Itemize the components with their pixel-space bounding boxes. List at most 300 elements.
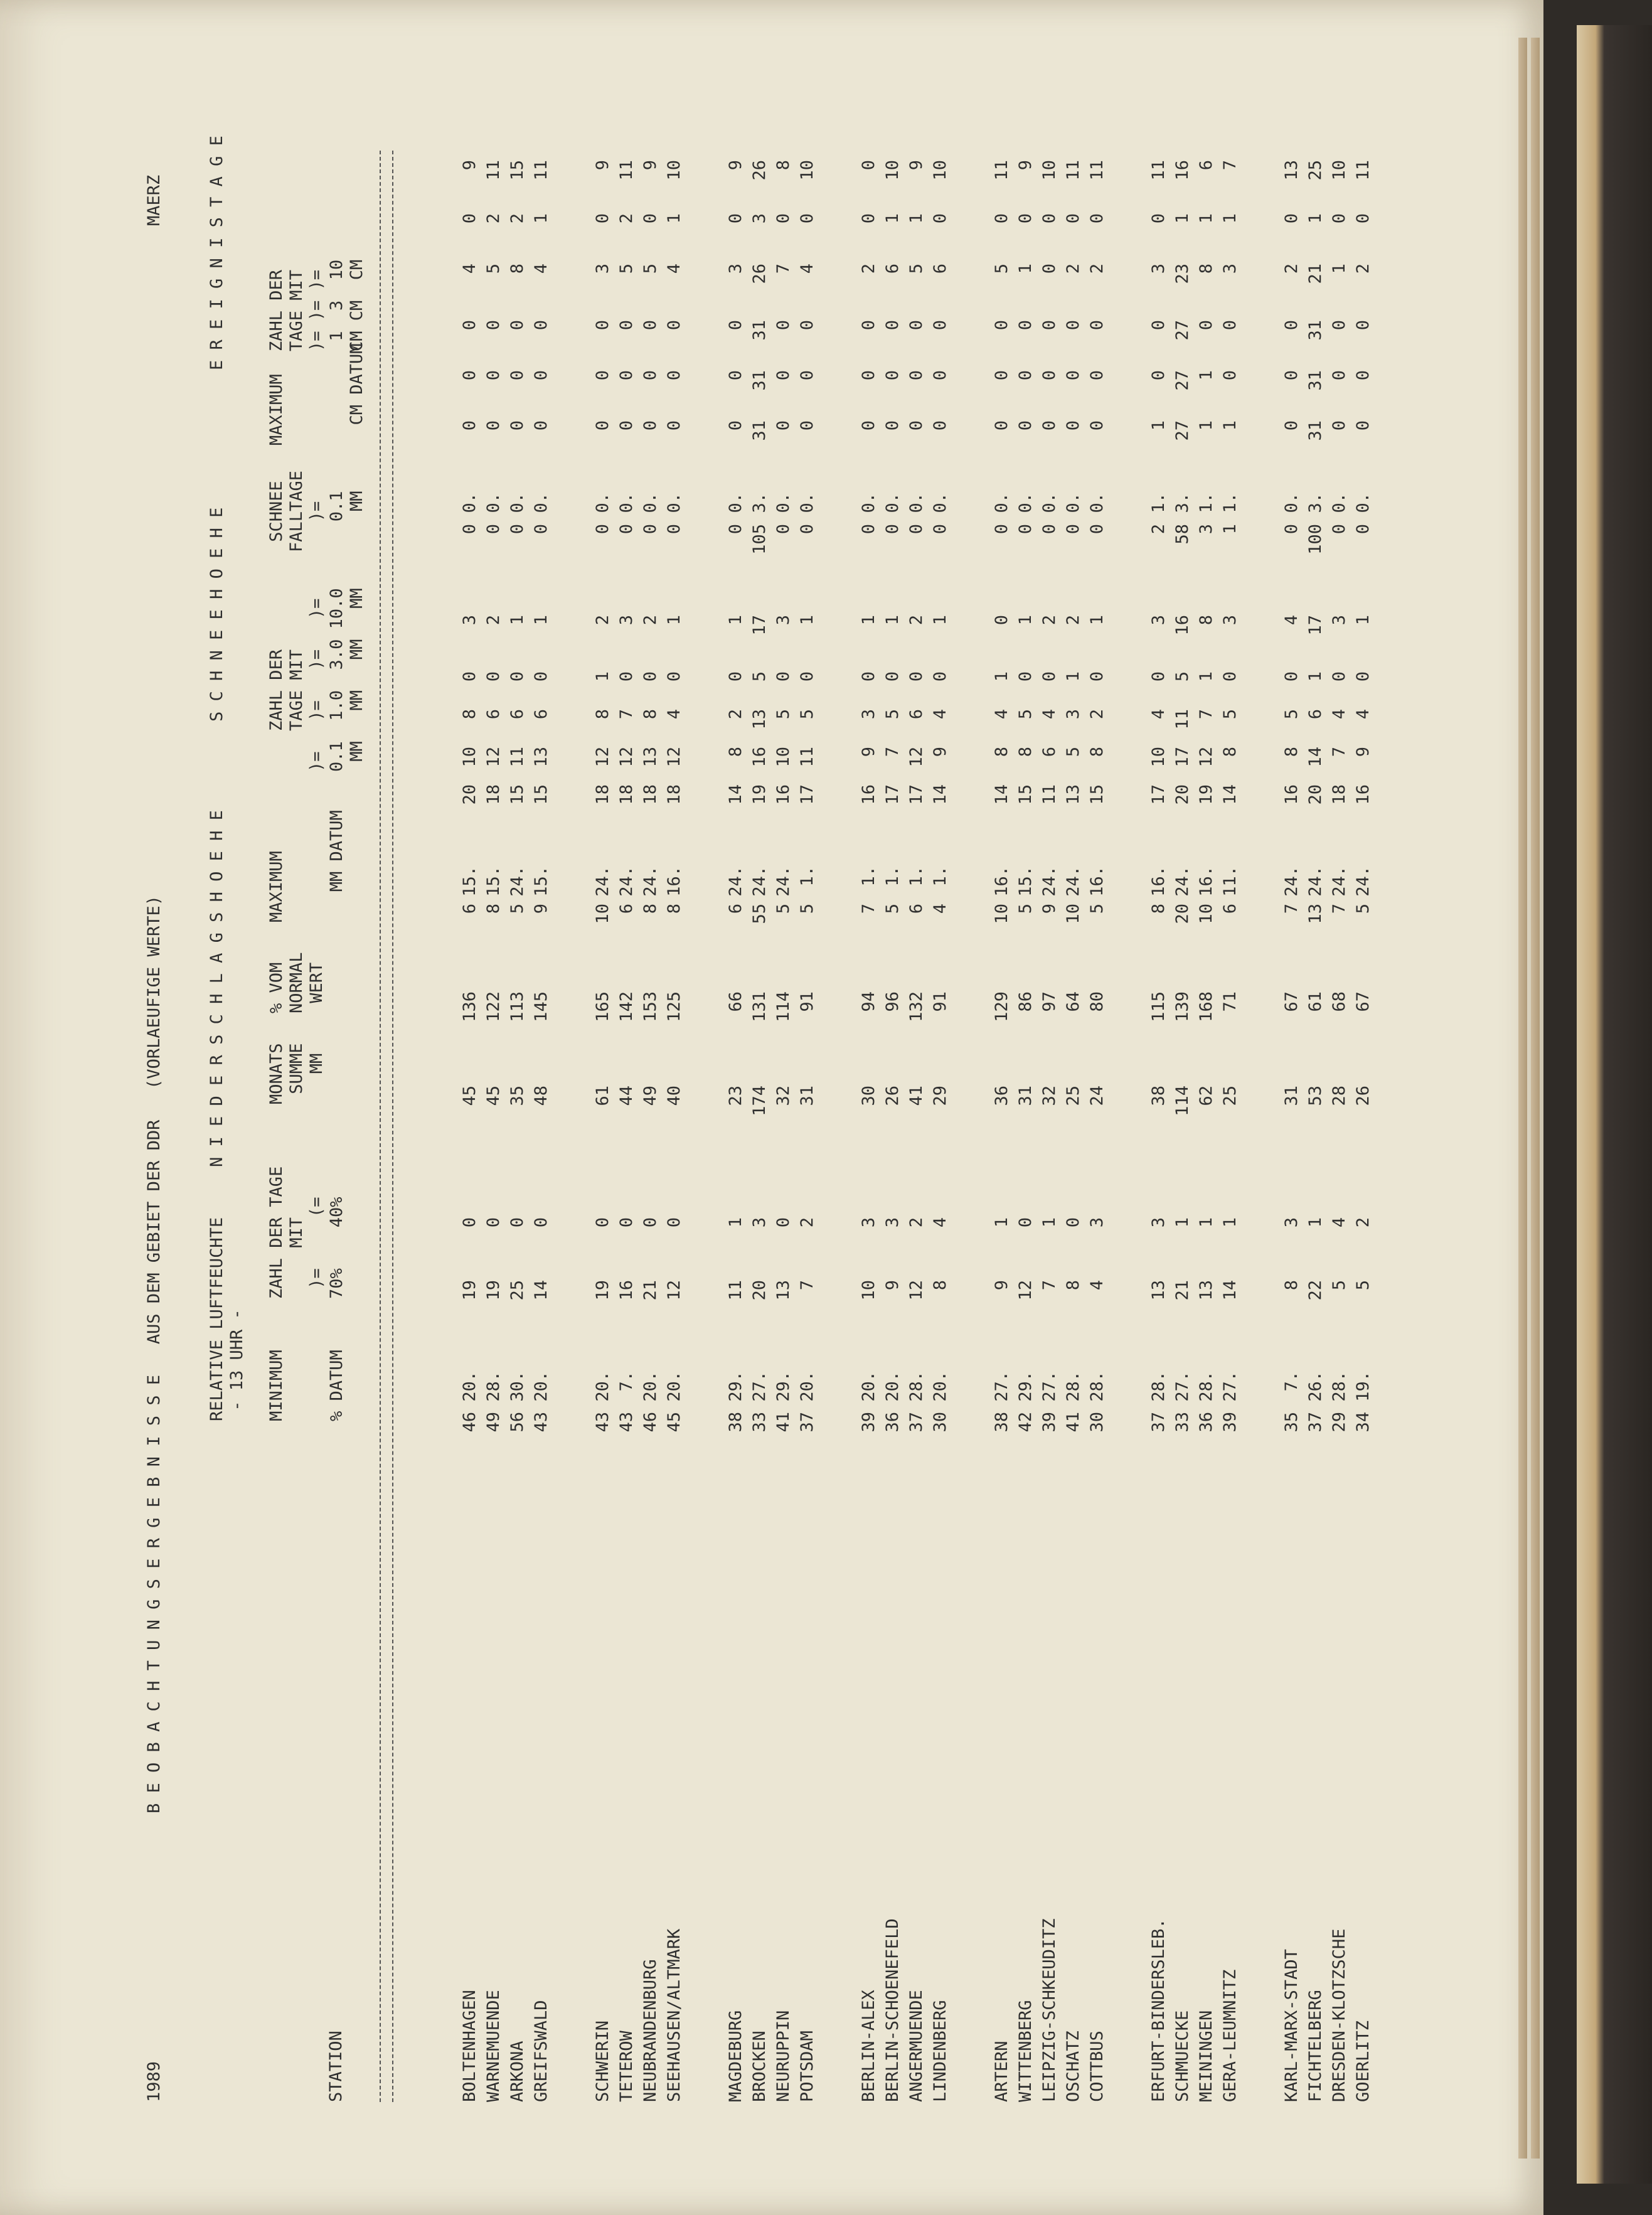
cell-norm: 66: [726, 991, 745, 1012]
cell-smax: 0: [1330, 524, 1349, 535]
cell-sf: 3: [460, 615, 479, 626]
cell-s10: 0: [1282, 320, 1301, 331]
table-row: [990, 151, 1014, 2102]
cell-smax: 0: [992, 524, 1011, 535]
cell-d30: 3: [859, 709, 878, 720]
cell-d01: 19: [750, 784, 769, 805]
cell-wind: 8: [774, 160, 793, 171]
cell-s10: 0: [1063, 320, 1083, 331]
cell-d70: 19: [460, 1280, 479, 1301]
cell-max-date: 24.: [774, 866, 793, 897]
cell-d40: 1: [1173, 1217, 1192, 1228]
cell-max-date: 24.: [1353, 866, 1373, 897]
cell-d100: 0: [1330, 671, 1349, 682]
cell-rh-min: 45: [664, 1412, 684, 1433]
station-name: WARNEMUENDE: [484, 1990, 503, 2102]
cell-rh-min: 35: [1282, 1412, 1301, 1433]
cell-d30: 5: [883, 709, 902, 720]
station-name: BERLIN-SCHOENEFELD: [883, 1918, 902, 2102]
cell-rh-date: 27.: [1173, 1371, 1192, 1402]
cell-d70: 7: [797, 1280, 817, 1291]
cell-rh-min: 36: [1196, 1412, 1216, 1433]
cell-s1: 1: [1220, 420, 1240, 431]
cell-d01: 20: [1173, 784, 1192, 805]
cell-s1: 0: [1353, 420, 1373, 431]
cell-s1: 0: [907, 420, 926, 431]
cell-s3: 0: [859, 370, 878, 381]
cell-d100: 5: [750, 671, 769, 682]
cell-d10: 12: [617, 747, 636, 767]
cell-rh-date: 27.: [992, 1371, 1011, 1402]
cell-d100: 1: [1306, 671, 1325, 682]
cell-smax: 0: [1063, 524, 1083, 535]
station-name: SCHWERIN: [593, 2020, 612, 2102]
dashed-rule: [380, 151, 381, 2102]
cell-d30: 4: [930, 709, 950, 720]
cell-max-date: 24.: [1282, 866, 1301, 897]
cell-wind: 10: [1040, 160, 1059, 181]
cell-thunder: 0: [1016, 213, 1035, 224]
cell-wind: 11: [617, 160, 636, 181]
group-humidity: RELATIVE LUFTFEUCHTE - 13 UHR -: [207, 1217, 247, 1421]
cell-sum: 31: [797, 1086, 817, 1106]
cell-d01: 16: [1353, 784, 1373, 805]
cell-s10: 0: [484, 320, 503, 331]
cell-smax: 0: [1087, 524, 1107, 535]
cell-sum: 25: [1063, 1086, 1083, 1106]
cell-sum: 45: [484, 1086, 503, 1106]
cell-d10: 7: [1330, 747, 1349, 757]
station-name: LEIPZIG-SCHKEUDITZ: [1040, 1918, 1059, 2102]
station-name: WITTENBERG: [1016, 2000, 1035, 2102]
cell-rh-date: 20.: [930, 1371, 950, 1402]
cell-rh-min: 38: [726, 1412, 745, 1433]
table-row: [772, 151, 796, 2102]
cell-sum: 30: [859, 1086, 878, 1106]
cell-smax-date: 0.: [859, 493, 878, 513]
cell-d100: 0: [531, 671, 551, 682]
cell-sf: 1: [1087, 615, 1107, 626]
cell-norm: 136: [460, 991, 479, 1022]
cell-sum: 35: [508, 1086, 527, 1106]
cell-fog: 21: [1306, 264, 1325, 284]
cell-d40: 3: [750, 1217, 769, 1228]
cell-smax-date: 0.: [484, 493, 503, 513]
cell-d30: 5: [797, 709, 817, 720]
cell-fog: 8: [1196, 264, 1216, 274]
cell-s3: 0: [641, 370, 660, 381]
cell-wind: 9: [907, 160, 926, 171]
col-days-humidity: ZAHL DER TAGE MIT )= (= 70% 40%: [267, 1166, 346, 1299]
cell-norm: 113: [508, 991, 527, 1022]
cell-smax: 0: [508, 524, 527, 535]
cell-d30: 6: [508, 709, 527, 720]
cell-rh-date: 26.: [1306, 1371, 1325, 1402]
cell-d70: 21: [641, 1280, 660, 1301]
cell-max-date: 24.: [1063, 866, 1083, 897]
cell-max: 6: [1220, 904, 1240, 914]
cell-rh-min: 43: [593, 1412, 612, 1433]
cell-d30: 4: [1040, 709, 1059, 720]
cell-max: 10: [1196, 904, 1216, 924]
cell-rh-min: 43: [531, 1412, 551, 1433]
cell-smax-date: 3.: [1306, 493, 1325, 513]
cell-d10: 11: [508, 747, 527, 767]
cell-d30: 2: [726, 709, 745, 720]
rotated-table: [144, 138, 1449, 2102]
table-row: [639, 151, 663, 2102]
cell-max-date: 16.: [1196, 866, 1216, 897]
cell-max-date: 24.: [593, 866, 612, 897]
cell-smax-date: 0.: [460, 493, 479, 513]
cell-wind: 9: [641, 160, 660, 171]
cell-wind: 9: [593, 160, 612, 171]
cell-sum: 23: [726, 1086, 745, 1106]
cell-fog: 7: [774, 264, 793, 274]
cell-thunder: 0: [1149, 213, 1168, 224]
cell-smax-date: 0.: [883, 493, 902, 513]
cell-d30: 11: [1173, 709, 1192, 730]
cell-d40: 1: [992, 1217, 1011, 1228]
cell-d01: 17: [907, 784, 926, 805]
cell-max-date: 24.: [617, 866, 636, 897]
cell-sum: 44: [617, 1086, 636, 1106]
cell-norm: 125: [664, 991, 684, 1022]
cell-max: 8: [1149, 904, 1168, 914]
cell-s1: 0: [617, 420, 636, 431]
cell-d10: 9: [859, 747, 878, 757]
cell-max: 13: [1306, 904, 1325, 924]
cell-max-date: 16.: [992, 866, 1011, 897]
cell-d40: 1: [1040, 1217, 1059, 1228]
dashed-rule: [392, 151, 393, 2102]
cell-d10: 8: [992, 747, 1011, 757]
cell-max: 9: [531, 904, 551, 914]
cell-sf: 17: [1306, 615, 1325, 636]
cell-wind: 13: [1282, 160, 1301, 181]
station-name: SEEHAUSEN/ALTMARK: [664, 1928, 684, 2102]
cell-rh-date: 20.: [797, 1371, 817, 1402]
cell-d30: 7: [617, 709, 636, 720]
cell-d30: 6: [907, 709, 926, 720]
cell-smax-date: 0.: [1353, 493, 1373, 513]
cell-d100: 0: [508, 671, 527, 682]
cell-s10: 27: [1173, 320, 1192, 341]
cell-d40: 1: [726, 1217, 745, 1228]
cell-fog: 2: [1282, 264, 1301, 274]
col-monthly-sum: MONATS SUMME MM: [267, 1043, 326, 1104]
cell-s3: 0: [617, 370, 636, 381]
cell-wind: 11: [1087, 160, 1107, 181]
cell-d40: 0: [460, 1217, 479, 1228]
cell-wind: 11: [1063, 160, 1083, 181]
cell-d10: 11: [797, 747, 817, 767]
cell-fog: 1: [1330, 264, 1349, 274]
cell-sf: 3: [1330, 615, 1349, 626]
cell-max-date: 1.: [859, 866, 878, 887]
cell-smax: 1: [1220, 524, 1240, 535]
cell-s1: 1: [1196, 420, 1216, 431]
cell-max-date: 15.: [484, 866, 503, 897]
cell-norm: 80: [1087, 991, 1107, 1012]
year-label: 1989: [144, 2061, 164, 2102]
cell-max-date: 24.: [508, 866, 527, 897]
station-name: GREIFSWALD: [531, 2000, 551, 2102]
cell-norm: 115: [1149, 991, 1168, 1022]
cell-wind: 11: [531, 160, 551, 181]
cell-d100: 0: [617, 671, 636, 682]
cell-s10: 0: [460, 320, 479, 331]
cell-thunder: 1: [664, 213, 684, 224]
cell-fog: 0: [1040, 264, 1059, 274]
cell-rh-min: 39: [1040, 1412, 1059, 1433]
cell-sf: 1: [883, 615, 902, 626]
cell-d01: 15: [1087, 784, 1107, 805]
cell-thunder: 0: [930, 213, 950, 224]
cell-wind: 10: [664, 160, 684, 181]
cell-d01: 14: [726, 784, 745, 805]
cell-thunder: 0: [460, 213, 479, 224]
cell-rh-date: 30.: [508, 1371, 527, 1402]
cell-d30: 5: [1016, 709, 1035, 720]
cell-d10: 8: [1282, 747, 1301, 757]
cell-d10: 17: [1173, 747, 1192, 767]
cell-d40: 0: [508, 1217, 527, 1228]
cell-smax: 0: [593, 524, 612, 535]
cell-d01: 18: [617, 784, 636, 805]
cell-sf: 4: [1282, 615, 1301, 626]
cell-d01: 13: [1063, 784, 1083, 805]
cell-smax-date: 0.: [531, 493, 551, 513]
cell-norm: 132: [907, 991, 926, 1022]
cell-d100: 5: [1173, 671, 1192, 682]
cell-sum: 41: [907, 1086, 926, 1106]
cell-s3: 0: [1040, 370, 1059, 381]
cell-max: 8: [484, 904, 503, 914]
cell-sum: 53: [1306, 1086, 1325, 1106]
cell-norm: 68: [1330, 991, 1349, 1012]
cell-smax-date: 0.: [1282, 493, 1301, 513]
cell-s10: 0: [992, 320, 1011, 331]
cell-rh-date: 29.: [774, 1371, 793, 1402]
cell-s1: 27: [1173, 420, 1192, 441]
cell-s3: 0: [1282, 370, 1301, 381]
cell-rh-min: 49: [484, 1412, 503, 1433]
table-row: [506, 151, 530, 2102]
cell-max-date: 1.: [930, 866, 950, 887]
cell-d01: 17: [797, 784, 817, 805]
cell-rh-min: 36: [883, 1412, 902, 1433]
cell-rh-date: 20.: [859, 1371, 878, 1402]
cell-s3: 0: [484, 370, 503, 381]
cell-rh-min: 37: [797, 1412, 817, 1433]
cell-s1: 0: [1330, 420, 1349, 431]
cell-s3: 0: [460, 370, 479, 381]
station-name: BERLIN-ALEX: [859, 1990, 878, 2102]
cell-s10: 0: [774, 320, 793, 331]
cell-wind: 11: [484, 160, 503, 181]
station-name: ARKONA: [508, 2041, 527, 2102]
cell-norm: 67: [1282, 991, 1301, 1012]
cell-d30: 4: [1149, 709, 1168, 720]
cell-d30: 2: [1087, 709, 1107, 720]
cell-d70: 9: [992, 1280, 1011, 1291]
cell-sum: 31: [1016, 1086, 1035, 1106]
cell-d30: 8: [641, 709, 660, 720]
cell-norm: 86: [1016, 991, 1035, 1012]
cell-sf: 1: [664, 615, 684, 626]
cell-sf: 3: [617, 615, 636, 626]
cell-rh-date: 28.: [907, 1371, 926, 1402]
cell-d10: 8: [1087, 747, 1107, 757]
cell-s1: 0: [774, 420, 793, 431]
cell-d01: 17: [883, 784, 902, 805]
cell-smax: 0: [1282, 524, 1301, 535]
cell-s10: 0: [1196, 320, 1216, 331]
cell-d40: 0: [774, 1217, 793, 1228]
cell-s3: 0: [1353, 370, 1373, 381]
cell-rh-date: 7.: [617, 1371, 636, 1392]
station-name: ANGERMUENDE: [907, 1990, 926, 2102]
cell-s1: 0: [883, 420, 902, 431]
cell-norm: 139: [1173, 991, 1192, 1022]
cell-rh-min: 42: [1016, 1412, 1035, 1433]
cell-wind: 11: [992, 160, 1011, 181]
cell-smax: 0: [907, 524, 926, 535]
cell-d10: 16: [750, 747, 769, 767]
table-row: [458, 151, 482, 2102]
cell-thunder: 0: [1063, 213, 1083, 224]
cell-d40: 0: [641, 1217, 660, 1228]
cell-smax-date: 1.: [1220, 493, 1240, 513]
cell-wind: 7: [1220, 160, 1240, 171]
cell-sum: 25: [1220, 1086, 1240, 1106]
table-row: [615, 151, 639, 2102]
cell-d30: 7: [1196, 709, 1216, 720]
cell-max-date: 16.: [1087, 866, 1107, 897]
cell-d70: 7: [1040, 1280, 1059, 1291]
cell-d70: 8: [930, 1280, 950, 1291]
cell-sf: 17: [750, 615, 769, 636]
cell-d01: 19: [1196, 784, 1216, 805]
cell-d01: 15: [1016, 784, 1035, 805]
cell-fog: 6: [883, 264, 902, 274]
cell-wind: 15: [508, 160, 527, 181]
table-row: [530, 151, 553, 2102]
cell-d01: 15: [531, 784, 551, 805]
cell-d10: 13: [641, 747, 660, 767]
cell-d70: 16: [617, 1280, 636, 1301]
cell-d40: 3: [1282, 1217, 1301, 1228]
cell-d01: 16: [774, 784, 793, 805]
cell-sf: 2: [484, 615, 503, 626]
cell-d40: 2: [1353, 1217, 1373, 1228]
cell-sf: 1: [1016, 615, 1035, 626]
cell-max: 5: [1016, 904, 1035, 914]
cell-max: 5: [883, 904, 902, 914]
cell-rh-date: 28.: [1330, 1371, 1349, 1402]
cell-smax: 0: [797, 524, 817, 535]
cell-d70: 8: [1282, 1280, 1301, 1291]
station-name: GOERLITZ: [1353, 2020, 1373, 2102]
cell-d40: 3: [1087, 1217, 1107, 1228]
cell-max: 6: [726, 904, 745, 914]
cell-rh-date: 20.: [883, 1371, 902, 1402]
cell-d01: 18: [593, 784, 612, 805]
cell-s3: 31: [750, 370, 769, 391]
cell-sf: 2: [1063, 615, 1083, 626]
cell-sf: 8: [1196, 615, 1216, 626]
cell-smax: 0: [774, 524, 793, 535]
cell-s3: 0: [1330, 370, 1349, 381]
cell-fog: 3: [1220, 264, 1240, 274]
cell-sf: 3: [774, 615, 793, 626]
cell-norm: 142: [617, 991, 636, 1022]
cell-s3: 0: [1063, 370, 1083, 381]
cell-d30: 5: [1220, 709, 1240, 720]
cell-d40: 0: [593, 1217, 612, 1228]
table-row: [724, 151, 748, 2102]
cell-thunder: 0: [726, 213, 745, 224]
cell-d40: 0: [1063, 1217, 1083, 1228]
cell-fog: 4: [460, 264, 479, 274]
cell-wind: 6: [1196, 160, 1216, 171]
cell-fog: 5: [992, 264, 1011, 274]
cell-s1: 0: [508, 420, 527, 431]
cell-fog: 26: [750, 264, 769, 284]
table-row: [1171, 151, 1195, 2102]
cell-d70: 25: [508, 1280, 527, 1301]
cell-rh-date: 28.: [484, 1371, 503, 1402]
cell-thunder: 2: [508, 213, 527, 224]
col-minimum: MINIMUM % DATUM: [267, 1350, 346, 1421]
cell-d01: 18: [484, 784, 503, 805]
cell-d10: 12: [593, 747, 612, 767]
cell-wind: 16: [1173, 160, 1192, 181]
cell-d30: 6: [484, 709, 503, 720]
cell-d100: 1: [992, 671, 1011, 682]
cell-d30: 4: [1353, 709, 1373, 720]
cell-norm: 96: [883, 991, 902, 1012]
cell-d10: 8: [1220, 747, 1240, 757]
cell-sum: 28: [1330, 1086, 1349, 1106]
cell-s1: 0: [593, 420, 612, 431]
cell-norm: 64: [1063, 991, 1083, 1012]
cell-d01: 20: [1306, 784, 1325, 805]
cell-d100: 0: [1087, 671, 1107, 682]
cell-d40: 3: [883, 1217, 902, 1228]
station-name: FICHTELBERG: [1306, 1990, 1325, 2102]
cell-d40: 2: [797, 1217, 817, 1228]
cell-smax: 0: [1016, 524, 1035, 535]
cell-smax: 2: [1149, 524, 1168, 535]
cell-d100: 0: [460, 671, 479, 682]
cell-rh-date: 20.: [664, 1371, 684, 1402]
cell-fog: 4: [531, 264, 551, 274]
station-name: MEININGEN: [1196, 2010, 1216, 2102]
cell-rh-min: 56: [508, 1412, 527, 1433]
cell-max-date: 24.: [1173, 866, 1192, 897]
cell-s10: 31: [1306, 320, 1325, 341]
cell-d70: 4: [1087, 1280, 1107, 1291]
cell-d30: 5: [774, 709, 793, 720]
cell-max-date: 16.: [1149, 866, 1168, 897]
cell-max-date: 24.: [641, 866, 660, 897]
cell-sf: 1: [930, 615, 950, 626]
col-percent-normal: % VOM NORMAL WERT: [267, 952, 326, 1013]
cell-thunder: 0: [1087, 213, 1107, 224]
cell-d01: 14: [1220, 784, 1240, 805]
